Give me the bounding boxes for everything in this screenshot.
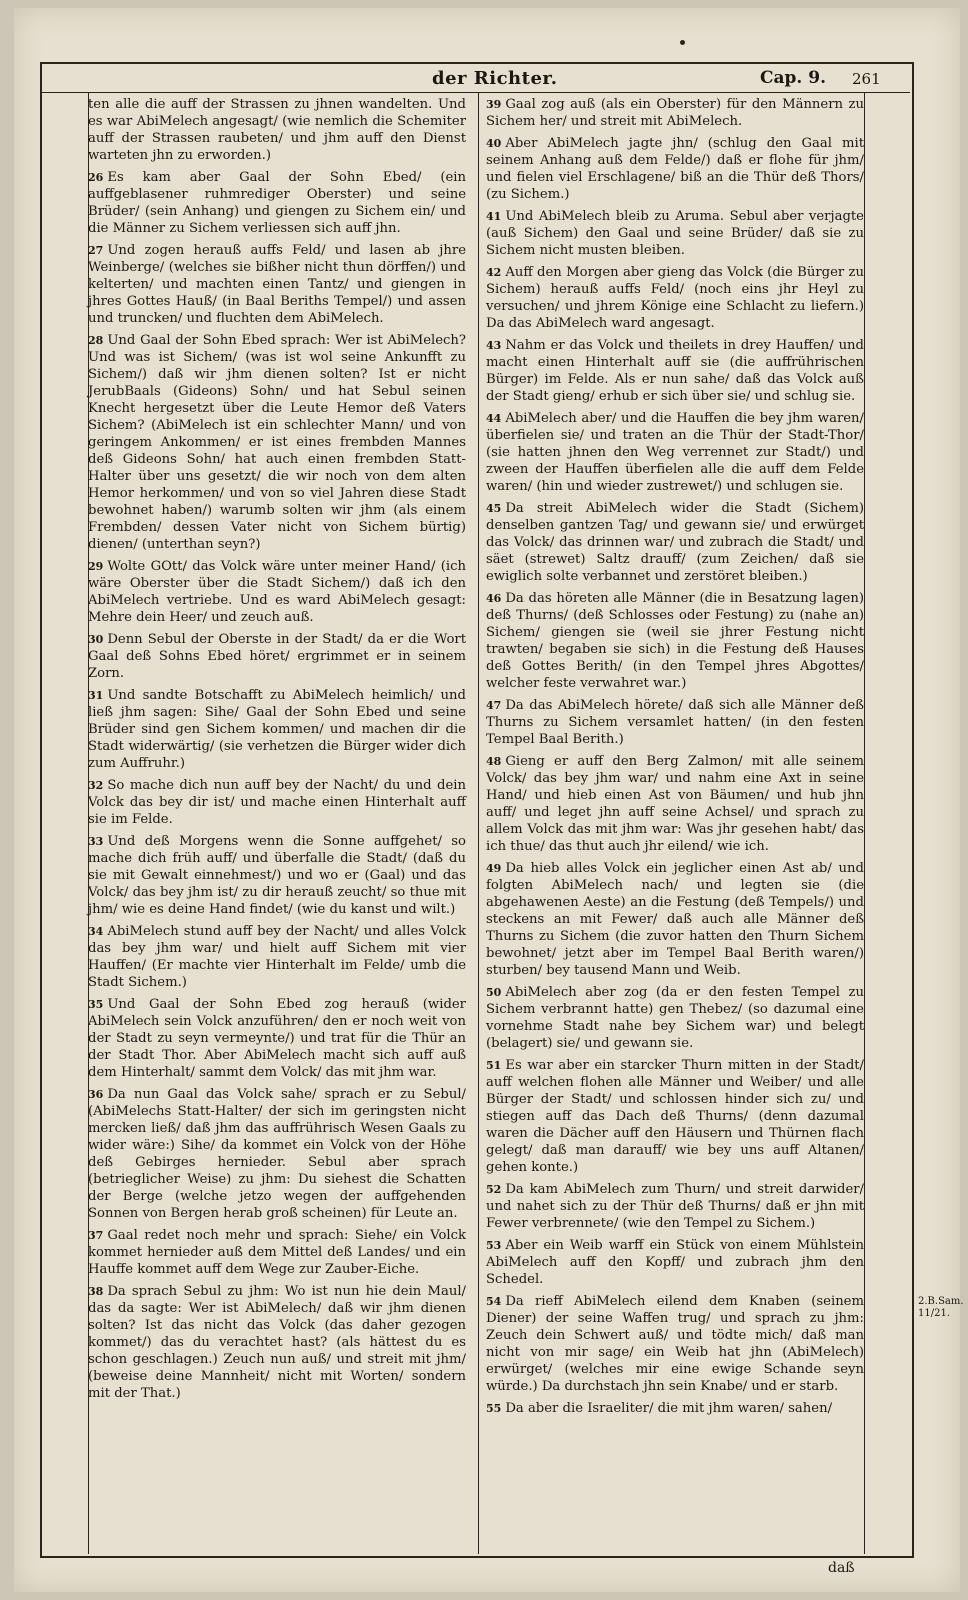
left-column xyxy=(88,96,466,1407)
verse-paragraph xyxy=(88,777,466,828)
verse-number: 54 xyxy=(486,1295,502,1308)
verse-paragraph xyxy=(88,1283,466,1402)
verse-number: 42 xyxy=(486,266,502,279)
verse-paragraph xyxy=(486,410,864,495)
right-column xyxy=(486,96,864,1422)
verse-number: 38 xyxy=(88,1285,104,1298)
right-margin-rule xyxy=(864,92,865,1554)
verse-paragraph xyxy=(88,687,466,772)
verse-paragraph xyxy=(486,337,864,405)
verse-text: Gaal redet noch mehr und sprach: Siehe/ ein Volck kommet hernieder auß dem Mittel deß Landes/ und ein Hauffe kommet auff dem Wege zur Zauber-Eiche. xyxy=(88,1228,466,1277)
verse-paragraph xyxy=(486,1237,864,1288)
verse-paragraph xyxy=(486,697,864,748)
verse-paragraph xyxy=(486,590,864,692)
verse-text: Da das AbiMelech hörete/ daß sich alle Männer deß Thurns zu Sichem versamlet hatten/ (in den festen Tempel Baal Berith.) xyxy=(486,698,864,747)
verse-paragraph xyxy=(486,1057,864,1176)
verse-number: 28 xyxy=(88,334,104,347)
verse-text: Gieng er auff den Berg Zalmon/ mit alle seinem Volck/ das bey jhm war/ und nahm eine Axt in seine Hand/ und hieb einen Ast von Bäumen/ und hub jhn auff/ und leget jhn auff seine Achsel/ und sprach zu allem Volck das mit jhm war: Was jhr gesehen habt/ das ich thue/ das thut auch jhr eilend/ wie ich. xyxy=(486,754,864,854)
verse-text: Und deß Morgens wenn die Sonne auffgehet/ so mache dich früh auff/ und überfalle die Stadt/ (daß du sie mit Gewalt einnehmest/) und wo er (Gaal) und das Volck/ das bey jhm ist/ zu dir herauß zeucht/ so thue mit jhm/ wie es deine Hand findet/ (wie du kanst und wilt.) xyxy=(88,834,466,917)
verse-number: 32 xyxy=(88,779,104,792)
verse-paragraph xyxy=(88,833,466,918)
verse-text: Und Gaal der Sohn Ebed zog herauß (wider AbiMelech sein Volck anzuführen/ den er noch weit von der Stadt zu seyn vermeynte/) und trat für die Thür an der Stadt Thor. Aber AbiMelech macht sich auff auß dem Hinterhalt/ sammt dem Volck/ das mit jhm war. xyxy=(88,997,466,1080)
verse-paragraph xyxy=(88,242,466,327)
verse-number: 39 xyxy=(486,98,502,111)
verse-text: Da kam AbiMelech zum Thurn/ und streit darwider/ und nahet sich zu der Thür deß Thurns/ daß er jhn mit Fewer verbrennete/ (wie den Tempel zu Sichem.) xyxy=(486,1182,864,1231)
verse-paragraph xyxy=(88,996,466,1081)
verse-paragraph xyxy=(88,558,466,626)
verse-paragraph xyxy=(486,1400,864,1417)
verse-text: Gaal zog auß (als ein Oberster) für den Männern zu Sichem her/ und streit mit AbiMelech. xyxy=(486,97,864,129)
verse-text: Es kam aber Gaal der Sohn Ebed/ (ein auffgeblasener ruhmrediger Oberster) und seine Brüder/ (sein Anhang) und giengen zu Sichem ein/ und die Männer zu Sichem verliessen sich auff jhn. xyxy=(88,170,466,236)
verse-number: 27 xyxy=(88,244,104,257)
verse-number: 53 xyxy=(486,1239,502,1252)
verse-number: 45 xyxy=(486,502,502,515)
verse-text: Und AbiMelech bleib zu Aruma. Sebul aber verjagte (auß Sichem) den Gaal und seine Brüder/ daß sie zu Sichem nicht musten bleiben. xyxy=(486,209,864,258)
verse-number: 40 xyxy=(486,137,502,150)
verse-text: ten alle die auff der Strassen zu jhnen wandelten. Und es war AbiMelech angesagt/ (wie nemlich die Schemiter auff der Strassen raubeten/ und jhm auff den Dienst warteten jhn zu erworden.) xyxy=(88,97,466,163)
page-number: 261 xyxy=(852,70,881,88)
verse-number: 46 xyxy=(486,592,502,605)
verse-number: 55 xyxy=(486,1402,502,1415)
header-rule xyxy=(40,92,910,93)
catchword: daß xyxy=(828,1560,855,1576)
verse-paragraph xyxy=(88,1086,466,1222)
verse-number: 43 xyxy=(486,339,502,352)
verse-number: 41 xyxy=(486,210,502,223)
verse-text: AbiMelech stund auff bey der Nacht/ und alles Volck das bey jhm war/ und hielt auff Sichem mit vier Hauffen/ (Er machte vier Hinterhalt im Felde/ umb die Stadt Sichem.) xyxy=(88,924,466,990)
margin-cross-reference: 2.B.Sam. 11/21. xyxy=(918,1296,964,1319)
verse-number: 47 xyxy=(486,699,502,712)
verse-text: Da aber die Israeliter/ die mit jhm waren/ sahen/ xyxy=(505,1401,833,1416)
verse-text: Aber ein Weib warff ein Stück von einem Mühlstein AbiMelech auff den Kopff/ und zubrach jhm den Schedel. xyxy=(486,1238,864,1287)
verse-number: 30 xyxy=(88,633,104,646)
verse-number: 26 xyxy=(88,171,104,184)
verse-paragraph xyxy=(88,332,466,553)
verse-paragraph xyxy=(486,208,864,259)
verse-number: 34 xyxy=(88,925,104,938)
verse-number: 52 xyxy=(486,1183,502,1196)
verse-text: Auff den Morgen aber gieng das Volck (die Bürger zu Sichem) herauß auffs Feld/ (noch eins jhr Heyl zu versuchen/ und jhrem Könige eine Schlacht zu liefern.) Da das AbiMelech ward angesagt. xyxy=(486,265,864,331)
verse-number: 50 xyxy=(486,986,502,999)
verse-paragraph xyxy=(486,753,864,855)
verse-paragraph xyxy=(88,1227,466,1278)
verse-text: Da sprach Sebul zu jhm: Wo ist nun hie dein Maul/ das da sagte: Wer ist AbiMelech/ daß wir jhm dienen solten? Ist das nicht das Volck (das daher gezogen kommet/) das du verachtet hast? (als hättest du es schon geschlagen.) Zeuch nun auß/ und streit mit jhm/ (beweise deine Mannheit/ nicht mit Worten/ sondern mit der That.) xyxy=(88,1284,466,1401)
verse-text: Da rieff AbiMelech eilend dem Knaben (seinem Diener) der seine Waffen trug/ und sprach zu jhm: Zeuch dein Schwert auß/ und tödte mich/ daß man nicht von mir sage/ ein Weib hat jhn (AbiMelech) erwürget/ (welches mir eine ewige Schande seyn würde.) Da durchstach jhn sein Knabe/ und er starb. xyxy=(486,1294,864,1394)
verse-number: 48 xyxy=(486,755,502,768)
running-title: der Richter. xyxy=(432,68,558,89)
verse-text: So mache dich nun auff bey der Nacht/ du und dein Volck das bey dir ist/ und mache einen Hinterhalt auff sie im Felde. xyxy=(88,778,466,827)
verse-paragraph xyxy=(88,631,466,682)
verse-text: Denn Sebul der Oberste in der Stadt/ da er die Wort Gaal deß Sohns Ebed höret/ ergrimmet er in seinem Zorn. xyxy=(88,632,466,681)
verse-text: Und zogen herauß auffs Feld/ und lasen ab jhre Weinberge/ (welches sie bißher nicht thun dörffen/) und kelterten/ und machten einen Tantz/ und giengen in jhres Gottes Hauß/ (in Baal Beriths Tempel/) und assen und truncken/ und fluchten dem AbiMelech. xyxy=(88,243,466,326)
verse-text: Wolte GOtt/ das Volck wäre unter meiner Hand/ (ich wäre Oberster über die Stadt Sichem/) daß ich den AbiMelech vertriebe. Und es ward AbiMelech gesagt: Mehre dein Heer/ und zeuch auß. xyxy=(88,559,466,625)
verse-paragraph xyxy=(88,169,466,237)
verse-number: 29 xyxy=(88,560,104,573)
verse-paragraph xyxy=(88,96,466,164)
verse-paragraph xyxy=(486,860,864,979)
verse-paragraph xyxy=(486,984,864,1052)
verse-number: 36 xyxy=(88,1088,104,1101)
verse-number: 44 xyxy=(486,412,502,425)
verse-text: Aber AbiMelech jagte jhn/ (schlug den Gaal mit seinem Anhang auß dem Felde/) daß er flohe für jhm/ und fielen viel Erschlagene/ biß an die Thür deß Thors/ (zu Sichem.) xyxy=(486,136,864,202)
verse-paragraph xyxy=(486,500,864,585)
verse-paragraph xyxy=(486,264,864,332)
chapter-label: Cap. 9. xyxy=(760,68,827,88)
verse-number: 49 xyxy=(486,862,502,875)
verse-number: 35 xyxy=(88,998,104,1011)
verse-paragraph xyxy=(486,1181,864,1232)
verse-text: Da streit AbiMelech wider die Stadt (Sichem) denselben gantzen Tag/ und gewann sie/ und erwürget das Volck/ das drinnen war/ und zubrach die Stadt/ und säet (strewet) Saltz drauff/ (zum Zeichen/ daß sie ewiglich solte verbannet und zerstöret bleiben.) xyxy=(486,501,864,584)
verse-text: Da hieb alles Volck ein jeglicher einen Ast ab/ und folgten AbiMelech nach/ und legten sie (die abgehawenen Aeste) an die Festung (deß Tempels/) und steckens an mit Fewer/ daß auch alle Männer deß Thurns zu Sichem (die zuvor hatten den Thurn Sichem bewohnet/ jetzt aber im Tempel Baal Berith waren/) sturben/ bey tausend Mann und Weib. xyxy=(486,861,864,978)
verse-text: AbiMelech aber/ und die Hauffen die bey jhm waren/ überfielen sie/ und traten an die Thür der Stadt-Thor/ (sie hatten jhnen den Weg verrennet zur Stadt/) und zween der Hauffen überfielen alle die auff dem Felde waren/ (hin und wieder zustrewet/) und schlugen sie. xyxy=(486,411,864,494)
verse-text: AbiMelech aber zog (da er den festen Tempel zu Sichem verbrannt hatte) gen Thebez/ (so dazumal eine vornehme Stadt nahe bey Sichem war) und belegt (belagert) sie/ und gewann sie. xyxy=(486,985,864,1051)
verse-number: 31 xyxy=(88,689,104,702)
verse-text: Da nun Gaal das Volck sahe/ sprach er zu Sebul/ (AbiMelechs Statt-Halter/ der sich im geringsten nicht mercken ließ/ daß jhm das auffrührisch Wesen Gaals zu wider wäre:) Sihe/ da kommet ein Volck von der Höhe deß Gebirges hernieder. Sebul aber sprach (betrieglicher Weise) zu jhm: Du siehest die Schatten der Berge (welche jetzo wegen der auffgehenden Sonnen von Bergen herab groß scheinen) für Leute an. xyxy=(88,1087,466,1221)
verse-paragraph xyxy=(88,923,466,991)
verse-paragraph xyxy=(486,96,864,130)
verse-paragraph xyxy=(486,1293,864,1395)
verse-text: Und sandte Botschafft zu AbiMelech heimlich/ und ließ jhm sagen: Sihe/ Gaal der Sohn Ebed und seine Brüder sind gen Sichem kommen/ und machen dir die Stadt widerwärtig/ (sie verhetzen die Bürger wider dich zum Auffruhr.) xyxy=(88,688,466,771)
ink-dot xyxy=(680,40,685,45)
verse-text: Da das höreten alle Männer (die in Besatzung lagen) deß Thurns/ (deß Schlosses oder Festung) zu (nahe an) Sichem/ giengen sie (weil sie jhrer Festung nicht trawten/ begaben sie sich) in die Festung deß Hauses deß Gottes Berith/ (in den Tempel jhres Abgottes/ welcher feste verwahret war.) xyxy=(486,591,864,691)
verse-number: 37 xyxy=(88,1229,104,1242)
verse-paragraph xyxy=(486,135,864,203)
verse-number: 51 xyxy=(486,1059,502,1072)
verse-number: 33 xyxy=(88,835,104,848)
verse-text: Und Gaal der Sohn Ebed sprach: Wer ist AbiMelech? Und was ist Sichem/ (was ist wol seine Ankunfft zu Sichem/) daß wir jhm dienen solten? Ist er nicht JerubBaals (Gideons) Sohn/ und hat Sebul seinen Knecht hergesetzt über die Leute Hemor deß Vaters Sichem? (AbiMelech ist ein schlechter Mann/ und von geringem Ankommen/ er ist eines frembden Mannes deß Gideons Sohn/ hat auch einen frembden Statt-Halter über uns gesetzt/ die wir noch von dem alten Hemor herkommen/ und von so viel Jahren diese Stadt bewohnet haben/) warumb solten wir jhm (als einem Frembden/ dessen Vater nicht von Sichem bürtig) dienen/ (unterthan seyn?) xyxy=(88,333,466,552)
verse-text: Es war aber ein starcker Thurn mitten in der Stadt/ auff welchen flohen alle Männer und Weiber/ und alle Bürger der Stadt/ und schlossen hinder sich zu/ und stiegen auff das Dach deß Thurns/ (denn dazumal waren die Dächer auff den Häusern und Thürnen flach gelegt/ daß man darauff/ wie bey uns auff Altanen/ gehen konte.) xyxy=(486,1058,864,1175)
verse-text: Nahm er das Volck und theilets in drey Hauffen/ und macht einen Hinterhalt auff sie (die auffrührischen Bürger) im Felde. Als er nun sahe/ daß das Volck auß der Stadt gieng/ erhub er sich über sie/ und schlug sie. xyxy=(486,338,864,404)
center-gutter-rule xyxy=(478,92,479,1554)
